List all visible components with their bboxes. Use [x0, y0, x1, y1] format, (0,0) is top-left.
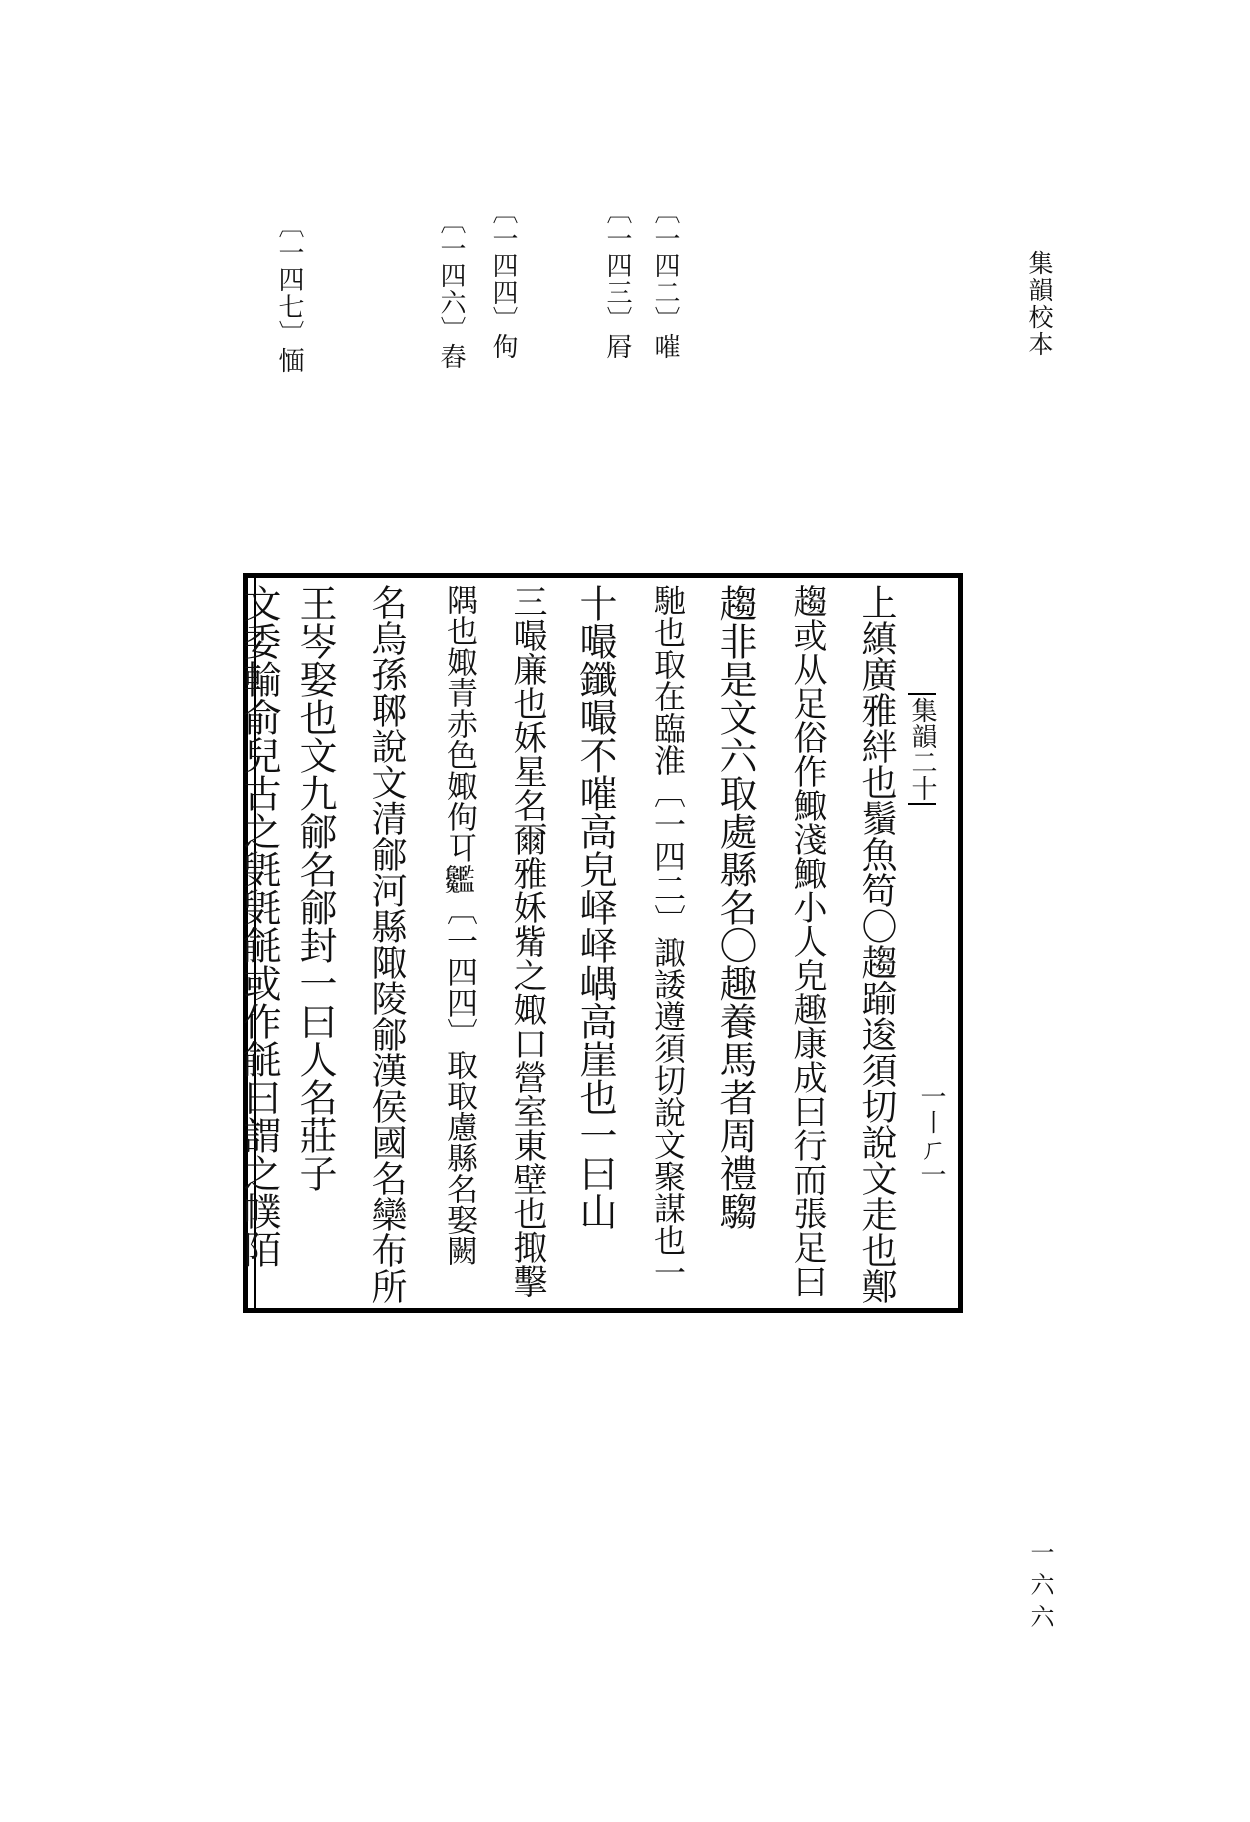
text-column: 三嘬廉也姀星名爾雅姀觜之娵口營室東壁也掫擊	[507, 584, 547, 1298]
block-center-label: 集韻二十	[908, 693, 936, 805]
collation-note: 〔一四四〕佝	[488, 198, 518, 360]
collation-note: 〔一四二〕嗺	[650, 198, 680, 360]
running-title: 集韻校本	[1025, 250, 1054, 358]
page-number: 一六六	[1026, 1540, 1054, 1636]
text-column: 趨或从足俗作鯫淺鯫小人皃趣康成曰行而張足曰	[787, 584, 827, 1298]
collation-note: 〔一四三〕㞕	[602, 198, 632, 360]
text-column: 趨非是文六取處縣名〇趣養馬者周禮騶	[713, 584, 757, 1230]
block-page-mark: 一〡ㄏ一	[916, 1083, 946, 1187]
text-column: 王岑娶也文九鄃名鄃封一曰人名莊子	[293, 584, 337, 1192]
text-column: 馳也取在臨淮〔一四二〕諏諉遵須切說文聚謀也一	[649, 584, 687, 1288]
collation-note: 〔一四六〕舂	[436, 208, 466, 370]
text-column: 名烏孫郰說文清鄃河縣陬陵鄃漢侯國名欒布所	[366, 584, 407, 1304]
text-column: 十嘬鑯嘬不嗺高皃峄峄嵎高崖也一曰山	[573, 584, 617, 1230]
text-column: 上縝廣雅絆也鬚魚笱〇趨踰逡須切說文走也鄭	[856, 584, 897, 1304]
collation-note: 〔一四七〕愐	[274, 212, 304, 374]
text-column: 隅也娵青赤色娵佝㔿𦣸〔一四四〕取取慮縣名娶闕	[441, 584, 477, 1266]
woodblock-text-block	[237, 573, 963, 1313]
text-column: 文委輸俞兒古之㲣㲣毹或作毹曰謂之幞陌	[237, 584, 281, 1268]
